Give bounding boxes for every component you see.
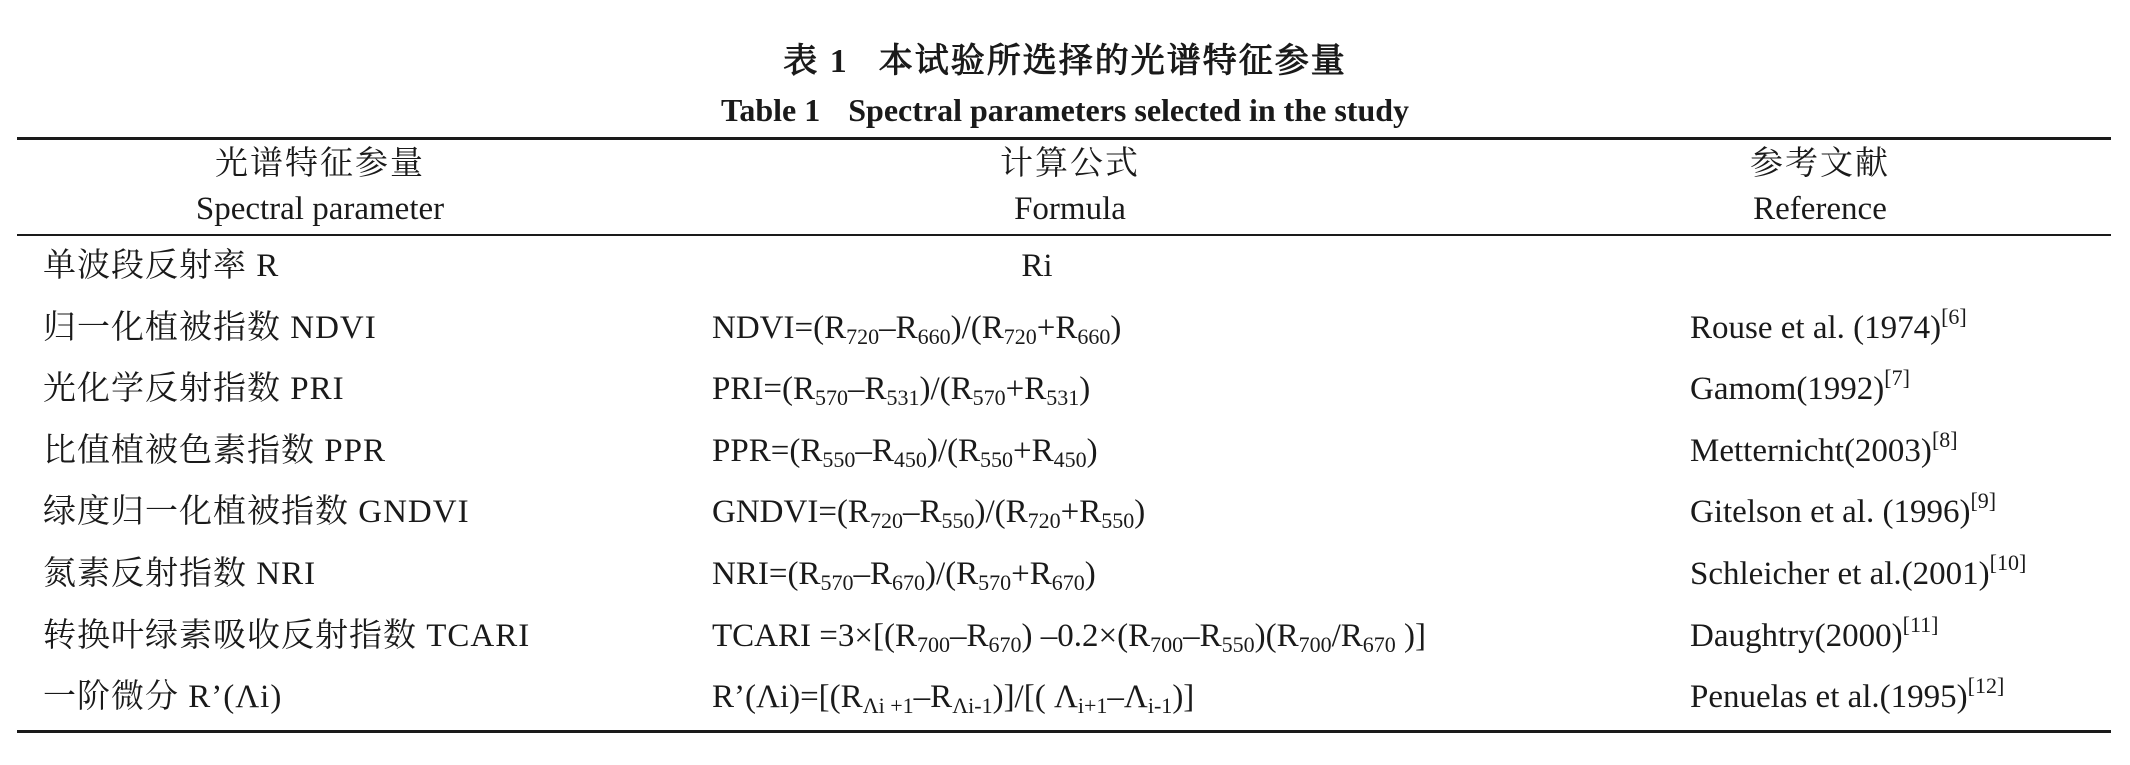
table-row (0, 359, 2130, 420)
formula-text: NDVI=(R (712, 309, 847, 346)
formula-subscript: 550 (822, 446, 856, 472)
header-formula (860, 142, 1280, 232)
header-reference (1610, 142, 2030, 232)
formula-text: +R (1036, 309, 1078, 346)
cell-reference (1690, 482, 1996, 543)
formula-text: PPR=(R (712, 432, 823, 469)
cell-formula (712, 606, 1426, 667)
header-spectral-parameter (110, 142, 530, 232)
reference-text: Daughtry(2000) (1690, 617, 1903, 654)
formula-text: ) –0.2×(R (1021, 617, 1151, 654)
header-en: Spectral parameter (195, 191, 445, 227)
formula-text: )/(R (926, 432, 981, 469)
cell-formula (712, 544, 1096, 605)
formula-subscript: 570 (814, 385, 848, 411)
cell-reference (1690, 667, 2004, 728)
formula-text: –R (879, 309, 918, 346)
formula-subscript: 720 (1003, 323, 1037, 349)
formula-text: ) (1086, 432, 1098, 469)
formula-text: –R (855, 432, 894, 469)
formula-subscript: 450 (893, 446, 927, 472)
table-bottom-rule (17, 730, 2111, 733)
formula-text: )/(R (974, 494, 1028, 531)
table-row (0, 667, 2130, 728)
formula-text: ) (1134, 494, 1146, 531)
formula-subscript: 670 (1051, 570, 1085, 595)
formula-text: )]/[( Λ (992, 679, 1078, 716)
header-en: Reference (1753, 191, 1887, 227)
caption-en-label: Table 1 (720, 92, 821, 128)
table-row (0, 544, 2130, 605)
cell-parameter: 氮素反射指数 NRI (43, 556, 317, 592)
formula-subscript: 531 (886, 385, 920, 411)
formula-text: –Λ (1107, 679, 1148, 716)
caption-zh (0, 38, 2130, 86)
caption-zh-label: 表 1 (783, 43, 849, 80)
formula-text: ) (1079, 371, 1091, 408)
citation-number: [6] (1941, 303, 1967, 329)
formula-text: +R (1005, 371, 1047, 408)
formula-subscript: 531 (1046, 385, 1080, 411)
formula-subscript: 450 (1053, 446, 1087, 472)
formula-text: TCARI =3×[(R (712, 617, 917, 654)
formula-subscript: 570 (820, 570, 854, 595)
formula-subscript: 550 (1221, 631, 1255, 657)
reference-text: Penuelas et al.(1995) (1690, 679, 1968, 716)
formula-text: /R (1331, 617, 1363, 654)
header-zh: 计算公式 (1000, 146, 1140, 182)
formula-subscript: 550 (941, 508, 975, 534)
header-en: Formula (1014, 191, 1126, 227)
formula-text: –R (913, 679, 953, 716)
formula-text: +R (1060, 494, 1102, 531)
cell-reference (1690, 421, 1958, 482)
cell-reference (1690, 606, 1938, 667)
table-row (0, 236, 2130, 297)
formula-subscript: i+1 (1077, 693, 1108, 719)
table-row (0, 421, 2130, 482)
reference-text: Gitelson et al. (1996) (1690, 494, 1971, 531)
formula-subscript: Λi-1 (952, 693, 993, 719)
formula-subscript: 550 (1101, 508, 1135, 534)
cell-parameter: 光化学反射指数 PRI (43, 371, 345, 408)
formula-text: )/(R (919, 371, 973, 408)
cell-formula (712, 421, 1098, 482)
citation-number: [9] (1970, 488, 1997, 514)
citation-number: [10] (1989, 550, 2027, 575)
formula-text: )/(R (950, 309, 1004, 346)
formula-text: –R (847, 371, 887, 408)
formula-subscript: 670 (1362, 631, 1396, 657)
formula-subscript: 660 (1077, 323, 1111, 349)
formula-text: GNDVI=(R (712, 494, 870, 531)
table-caption (0, 38, 2130, 134)
formula-text: –R (949, 617, 989, 654)
citation-number: [12] (1967, 673, 2005, 699)
cell-reference (1690, 359, 1910, 420)
cell-formula (712, 667, 1194, 728)
citation-number: [11] (1902, 611, 1939, 637)
formula-subscript: 720 (1027, 508, 1061, 534)
formula-subscript: 570 (978, 570, 1012, 595)
citation-number: [8] (1931, 426, 1958, 452)
table-row (0, 482, 2130, 543)
formula-text: –R (902, 494, 942, 531)
cell-formula (0, 236, 2102, 297)
formula-text: NRI=(R (712, 556, 821, 592)
reference-text: Schleicher et al.(2001) (1690, 556, 1990, 592)
citation-number: [7] (1884, 365, 1910, 391)
formula-subscript: 700 (916, 631, 950, 657)
formula-subscript: 700 (1298, 631, 1332, 657)
formula-subscript: i-1 (1147, 693, 1173, 719)
formula-text: )/(R (924, 556, 979, 592)
cell-parameter: 一阶微分 R’(Λi) (43, 679, 283, 716)
caption-zh-title: 本试验所选择的光谱特征参量 (878, 43, 1347, 80)
reference-text: Metternicht(2003) (1690, 432, 1932, 469)
formula-subscript: Λi +1 (862, 693, 914, 719)
formula-text: Ri (1021, 248, 1053, 284)
cell-parameter: 比值植被色素指数 PPR (43, 432, 386, 469)
formula-subscript: 670 (891, 570, 925, 595)
formula-subscript: 570 (972, 385, 1006, 411)
formula-subscript: 550 (980, 446, 1014, 472)
cell-reference (1690, 544, 2026, 605)
formula-text: –R (1183, 617, 1222, 654)
formula-text: ) (1110, 309, 1122, 346)
reference-text: Rouse et al. (1974) (1690, 309, 1942, 346)
reference-text: Gamom(1992) (1690, 371, 1885, 408)
cell-reference (1690, 298, 1967, 359)
formula-text: )] (1172, 679, 1195, 716)
cell-formula (712, 298, 1121, 359)
cell-formula (712, 482, 1145, 543)
table-row (0, 606, 2130, 667)
formula-text: –R (853, 556, 892, 592)
header-zh: 光谱特征参量 (215, 146, 425, 182)
formula-subscript: 660 (917, 323, 951, 349)
formula-text: R’(Λi)=[(R (712, 679, 863, 716)
formula-text: +R (1013, 432, 1054, 469)
table-row (0, 298, 2130, 359)
cell-parameter: 绿度归一化植被指数 GNDVI (43, 494, 470, 531)
cell-parameter: 单波段反射率 R (43, 248, 280, 284)
cell-formula (712, 359, 1090, 420)
cell-parameter: 转换叶绿素吸收反射指数 TCARI (43, 617, 531, 654)
formula-text: +R (1011, 556, 1052, 592)
caption-en (0, 86, 2130, 134)
formula-text: PRI=(R (712, 371, 815, 408)
formula-text: )(R (1254, 617, 1299, 654)
formula-subscript: 720 (869, 508, 903, 534)
formula-subscript: 720 (846, 323, 880, 349)
cell-parameter: 归一化植被指数 NDVI (43, 309, 377, 346)
formula-subscript: 700 (1150, 631, 1184, 657)
formula-subscript: 670 (988, 631, 1022, 657)
formula-text: )] (1395, 617, 1427, 654)
formula-text: ) (1084, 556, 1096, 592)
table-top-rule (17, 137, 2111, 140)
header-zh: 参考文献 (1750, 146, 1890, 182)
caption-en-title: Spectral parameters selected in the study (848, 92, 1410, 128)
